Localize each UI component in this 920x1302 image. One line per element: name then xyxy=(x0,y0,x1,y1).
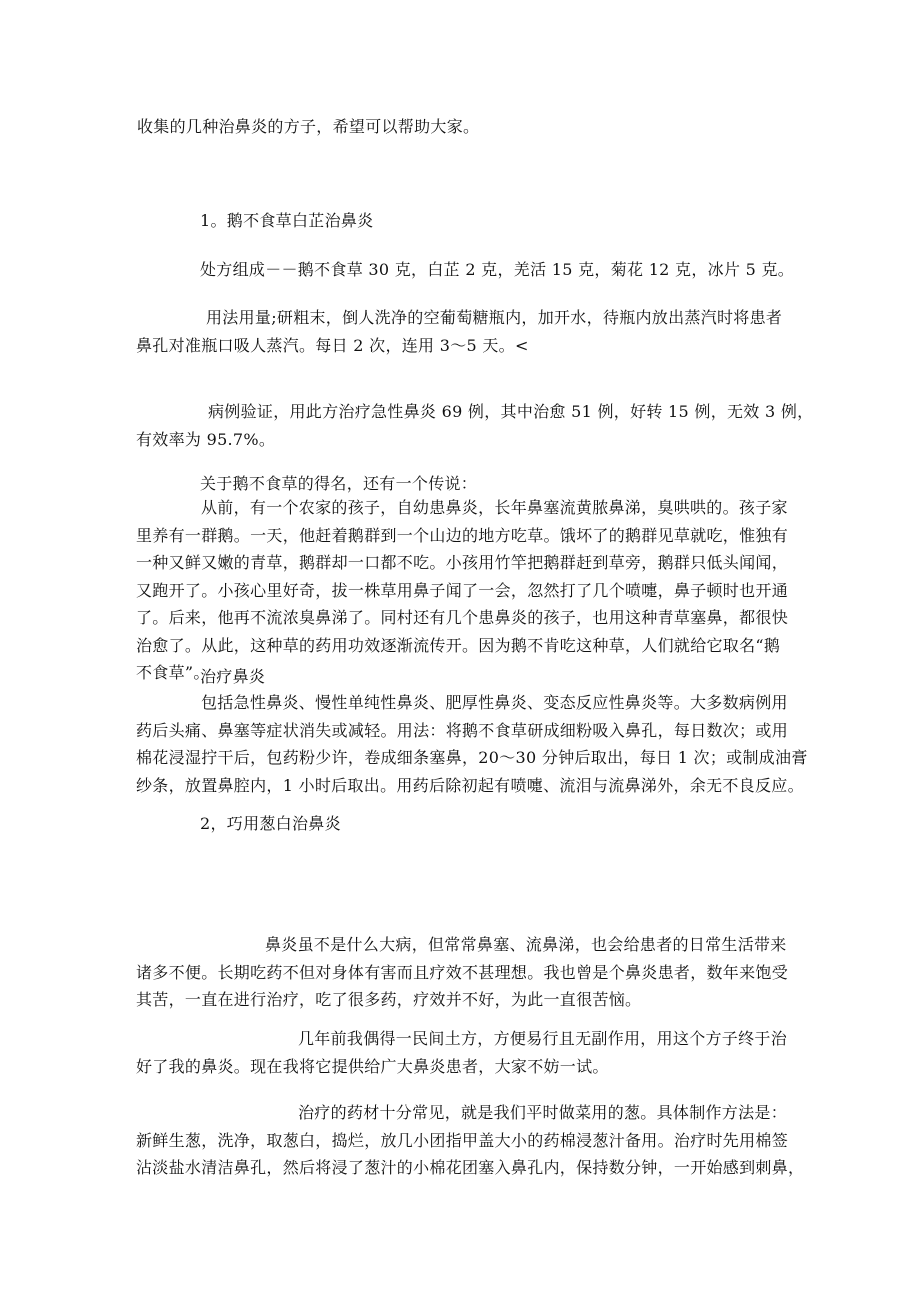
usage-line: 鼻孔对准瓶口吸人蒸汽。每日 2 次，连用 3～5 天。< xyxy=(136,335,529,355)
legend-line: 了。后来，他再不流浓臭鼻涕了。同村还有几个患鼻炎的孩子，也用这种青草塞鼻，都很快 xyxy=(136,608,789,627)
treatment-paragraph xyxy=(136,689,808,799)
legend-title: 关于鹅不食草的得名，还有一个传说： xyxy=(200,474,478,493)
scallion-line: 好了我的鼻炎。现在我将它提供给广大鼻炎患者，大家不妨一试。 xyxy=(136,1056,609,1076)
treatment-line: 棉花浸湿拧干后，包药粉少许，卷成细条塞鼻，20～30 分钟后取出，每日 1 次；或制成油膏 xyxy=(136,748,808,767)
scallion-paragraph-3 xyxy=(136,1099,804,1182)
treatment-line: 纱条，放置鼻腔内，1 小时后取出。用药后除初起有喷嚏、流泪与流鼻涕外，余无不良反应。 xyxy=(136,775,804,795)
scallion-line: 鼻炎虽不是什么大病，但常常鼻塞、流鼻涕，也会给患者的日常生活带来 xyxy=(265,935,787,954)
usage-paragraph xyxy=(136,304,782,359)
scallion-paragraph-1 xyxy=(136,931,788,1014)
legend-line: 不食草”。 xyxy=(136,663,210,682)
legend-line: 从前，有一个农家的孩子，自幼患鼻炎，长年鼻塞流黄脓鼻涕，臭哄哄的。孩子家 xyxy=(201,498,788,517)
intro-text: 收集的几种治鼻炎的方子，希望可以帮助大家。 xyxy=(137,117,480,136)
legend-line: 一种又鲜又嫩的青草，鹅群却一口都不吃。小孩用竹竿把鹅群赶到草旁，鹅群只低头闻闻， xyxy=(136,553,789,572)
treatment-line: 包括急性鼻炎、慢性单纯性鼻炎、肥厚性鼻炎、变态反应性鼻炎等。大多数病例用 xyxy=(201,693,788,712)
treatment-line: 药后头痛、鼻塞等症状消失或减轻。用法：将鹅不食草研成细粉吸入鼻孔，每日数次；或用 xyxy=(136,720,789,740)
treatment-title: 治疗鼻炎 xyxy=(200,667,266,686)
scallion-line: 诸多不便。长期吃药不但对身体有害而且疗效不甚理想。我也曾是个鼻炎患者，数年来饱受 xyxy=(136,962,789,982)
scallion-line: 治疗的药材十分常见，就是我们平时做菜用的葱。具体制作方法是： xyxy=(298,1103,788,1122)
legend-line: 里养有一群鹅。一天，他赶着鹅群到一个山边的地方吃草。饿坏了的鹅群见草就吃，惟独有 xyxy=(136,525,789,545)
scallion-line: 其苦，一直在进行治疗，吃了很多药，疗效并不好，为此一直很苦恼。 xyxy=(136,990,642,1009)
section1-heading: 1。鹅不食草白芷治鼻炎 xyxy=(200,211,374,230)
cases-paragraph xyxy=(136,398,813,453)
usage-line: 用法用量;研粗末，倒人洗净的空葡萄糖瓶内，加开水，待瓶内放出蒸汽时将患者 xyxy=(206,308,783,327)
scallion-paragraph-2 xyxy=(136,1025,787,1080)
scallion-line: 几年前我偶得一民间土方，方便易行且无副作用，用这个方子终于治 xyxy=(298,1029,788,1048)
scallion-line: 沾淡盐水清洁鼻孔，然后将浸了葱汁的小棉花团塞入鼻孔内，保持数分钟，一开始感到刺鼻， xyxy=(136,1158,805,1177)
prescription-text: 处方组成－－鹅不食草 30 克，白芷 2 克，羌活 15 克，菊花 12 克，冰片 5 克。 xyxy=(200,260,795,279)
section2-heading: 2，巧用葱白治鼻炎 xyxy=(200,814,341,833)
scallion-line: 新鲜生葱，洗净，取葱白，捣烂，放几小团指甲盖大小的药棉浸葱汁备用。治疗时先用棉签 xyxy=(136,1130,789,1150)
legend-paragraph xyxy=(136,494,788,687)
cases-line: 有效率为 95.7%。 xyxy=(136,429,276,449)
cases-line: 病例验证，用此方治疗急性鼻炎 69 例，其中治愈 51 例，好转 15 例，无效 3 例， xyxy=(208,402,814,421)
legend-line: 又跑开了。小孩心里好奇，拔一株草用鼻子闻了一会，忽然打了几个喷嚏，鼻子顿时也开通 xyxy=(136,580,789,600)
legend-line: 治愈了。从此，这种草的药用功效逐渐流传开。因为鹅不肯吃这种草，人们就给它取名“鹅 xyxy=(136,635,781,655)
